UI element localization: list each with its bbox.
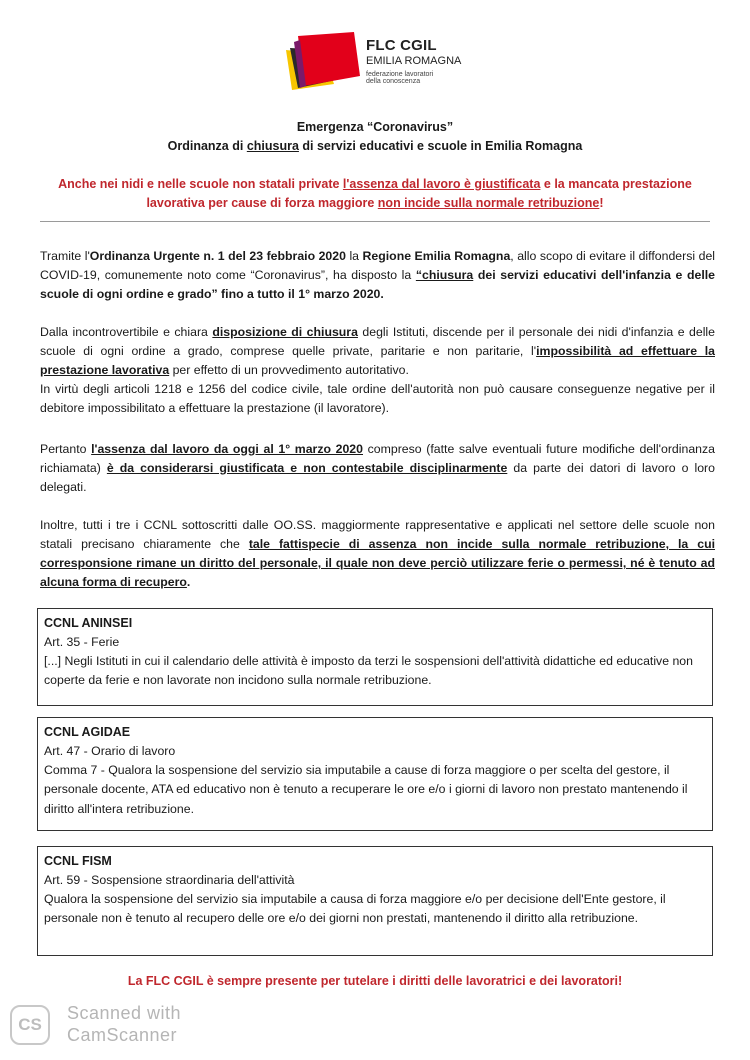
ccnl-box-aninsei — [37, 608, 713, 706]
logo-name: FLC CGIL — [366, 37, 437, 54]
subtitle-chiusura: chiusura — [246, 139, 299, 153]
box-text: Qualora la sospensione del servizio sia imputabile a causa di forza maggiore e/o per decisione dell'Ente gestore, il personale non è tenuto al recupero delle ore e/o dei giorni non prestati, mantenendo il diritto alla retribuzione. — [44, 892, 666, 926]
p4-c: compreso (fatte salve eventuali future modifiche dell'ordinanza richiamata) — [40, 442, 715, 476]
flc-cgil-logo — [284, 32, 484, 96]
p4-justified: è da considerarsi giustificata e non contestabile disciplinarmente — [106, 461, 508, 476]
logo-subtitle-1: federazione lavoratori — [366, 70, 434, 78]
paragraph-civil-code: In virtù degli articoli 1218 e 1256 del codice civile, tale ordine dell'autorità non può causare conseguenze negative per il debitore impossibilitato a effettuare la prestazione (il lavoratore). — [40, 382, 715, 416]
box-article: Art. 47 - Orario di lavoro — [44, 744, 176, 759]
p5-a: Inoltre, tutti i tre i CCNL sottoscritti dalle OO.SS. maggiormente rappresentative e applicati nel settore delle scuole non statali precisano chiaramente che — [40, 518, 715, 552]
logo-mark-icon — [284, 32, 364, 92]
p1-g: dei servizi educativi dell'infanzia e delle scuole di ogni ordine e grado” fino a tutto il 1° marzo 2020. — [40, 268, 715, 302]
box-text: [...] Negli Istituti in cui il calendario delle attività è imposto da terzi le sospensioni dell'attività didattiche ed educative non coperte da ferie e non lavorate non incidono sulla normale retribuzione. — [44, 654, 693, 688]
camscanner-watermark — [10, 1003, 210, 1053]
alert-statement — [40, 175, 710, 214]
divider-line — [40, 221, 710, 222]
p1-c: la — [345, 249, 363, 263]
ccnl-box-agidae — [37, 717, 713, 831]
p4-e: da parte dei datori di lavoro o loro delegati. — [40, 461, 715, 495]
paragraph-ordinance — [40, 247, 715, 304]
box-article: Art. 59 - Sospensione straordinaria dell'attività — [44, 873, 295, 888]
logo-subtitle-2: della conoscenza — [366, 78, 421, 86]
p2-e: per effetto di un provvedimento autoritativo. — [169, 363, 409, 378]
p2-impossibilita: impossibilità ad effettuare la prestazione lavorativa — [40, 344, 715, 378]
paragraph-absence — [40, 440, 715, 497]
box-text: Comma 7 - Qualora la sospensione del servizio sia imputabile a cause di forza maggiore o per scelta del gestore, il personale docente, ATA ed educativo non è tenuto a recuperare le ore e/o i giorni di lavoro non prestato mantenendo il diritto all'intera retribuzione. — [44, 763, 688, 816]
paragraph-closure — [40, 323, 715, 418]
document-subtitle — [40, 139, 710, 153]
alert-part-a: Anche nei nidi e nelle scuole non statali private — [58, 177, 343, 191]
box-title: CCNL ANINSEI — [44, 616, 133, 630]
paragraph-ccnl — [40, 516, 715, 592]
watermark-line-2: CamScanner — [67, 1024, 178, 1045]
document-title: Emergenza “Coronavirus” — [296, 120, 454, 134]
subtitle-part-a: Ordinanza di — [167, 139, 247, 153]
watermark-line-1: Scanned with — [67, 1003, 182, 1023]
box-article: Art. 35 - Ferie — [44, 635, 120, 650]
p2-c: degli Istituti, discende per il personale dei nidi d'infanzia e delle scuole di ogni ordine a grado, comprese quelle private, paritarie e non paritarie, l' — [40, 325, 715, 359]
p5-c: . — [186, 575, 191, 590]
box-title: CCNL AGIDAE — [44, 725, 131, 739]
subtitle-part-c: di servizi educativi e scuole in Emilia Romagna — [298, 139, 583, 153]
p1-ordinance-ref: Ordinanza Urgente n. 1 del 23 febbraio 2020 — [89, 249, 346, 263]
p2-a: Dalla incontrovertibile e chiara — [40, 325, 213, 339]
logo-region: EMILIA ROMAGNA — [366, 54, 462, 67]
alert-part-d: non incide sulla normale retribuzione — [377, 196, 600, 211]
p1-a: Tramite l' — [40, 249, 90, 263]
ccnl-box-fism — [37, 846, 713, 956]
p1-chiusura: “chiusura — [415, 268, 474, 283]
p1-region: Regione Emilia Romagna — [362, 249, 511, 263]
p4-a: Pertanto — [40, 442, 92, 456]
alert-part-b: l'assenza dal lavoro è giustificata — [342, 177, 541, 191]
alert-part-e: ! — [599, 196, 604, 211]
box-title: CCNL FISM — [44, 854, 112, 868]
footer-statement: La FLC CGIL è sempre presente per tutelare i diritti delle lavoratrici e dei lavoratori! — [127, 974, 623, 988]
p2-disposizione: disposizione di chiusura — [212, 325, 358, 339]
camscanner-icon: CS — [10, 1005, 50, 1045]
p5-retribuzione: tale fattispecie di assenza non incide sulla normale retribuzione, la cui corresponsione rimane un diritto del personale, il quale non deve perciò utilizzare ferie o permessi, né è tenuto ad alcuna forma di recupero — [40, 537, 716, 590]
p1-e: , allo scopo di evitare il diffondersi del COVID-19, comunemente noto come “Coronavirus”, ha disposto la — [40, 249, 716, 283]
p4-absence-period: l'assenza dal lavoro da oggi al 1° marzo 2020 — [91, 442, 363, 456]
document-header — [40, 120, 710, 158]
alert-part-c: e la mancata prestazione lavorativa per cause di forza maggiore — [146, 177, 692, 211]
